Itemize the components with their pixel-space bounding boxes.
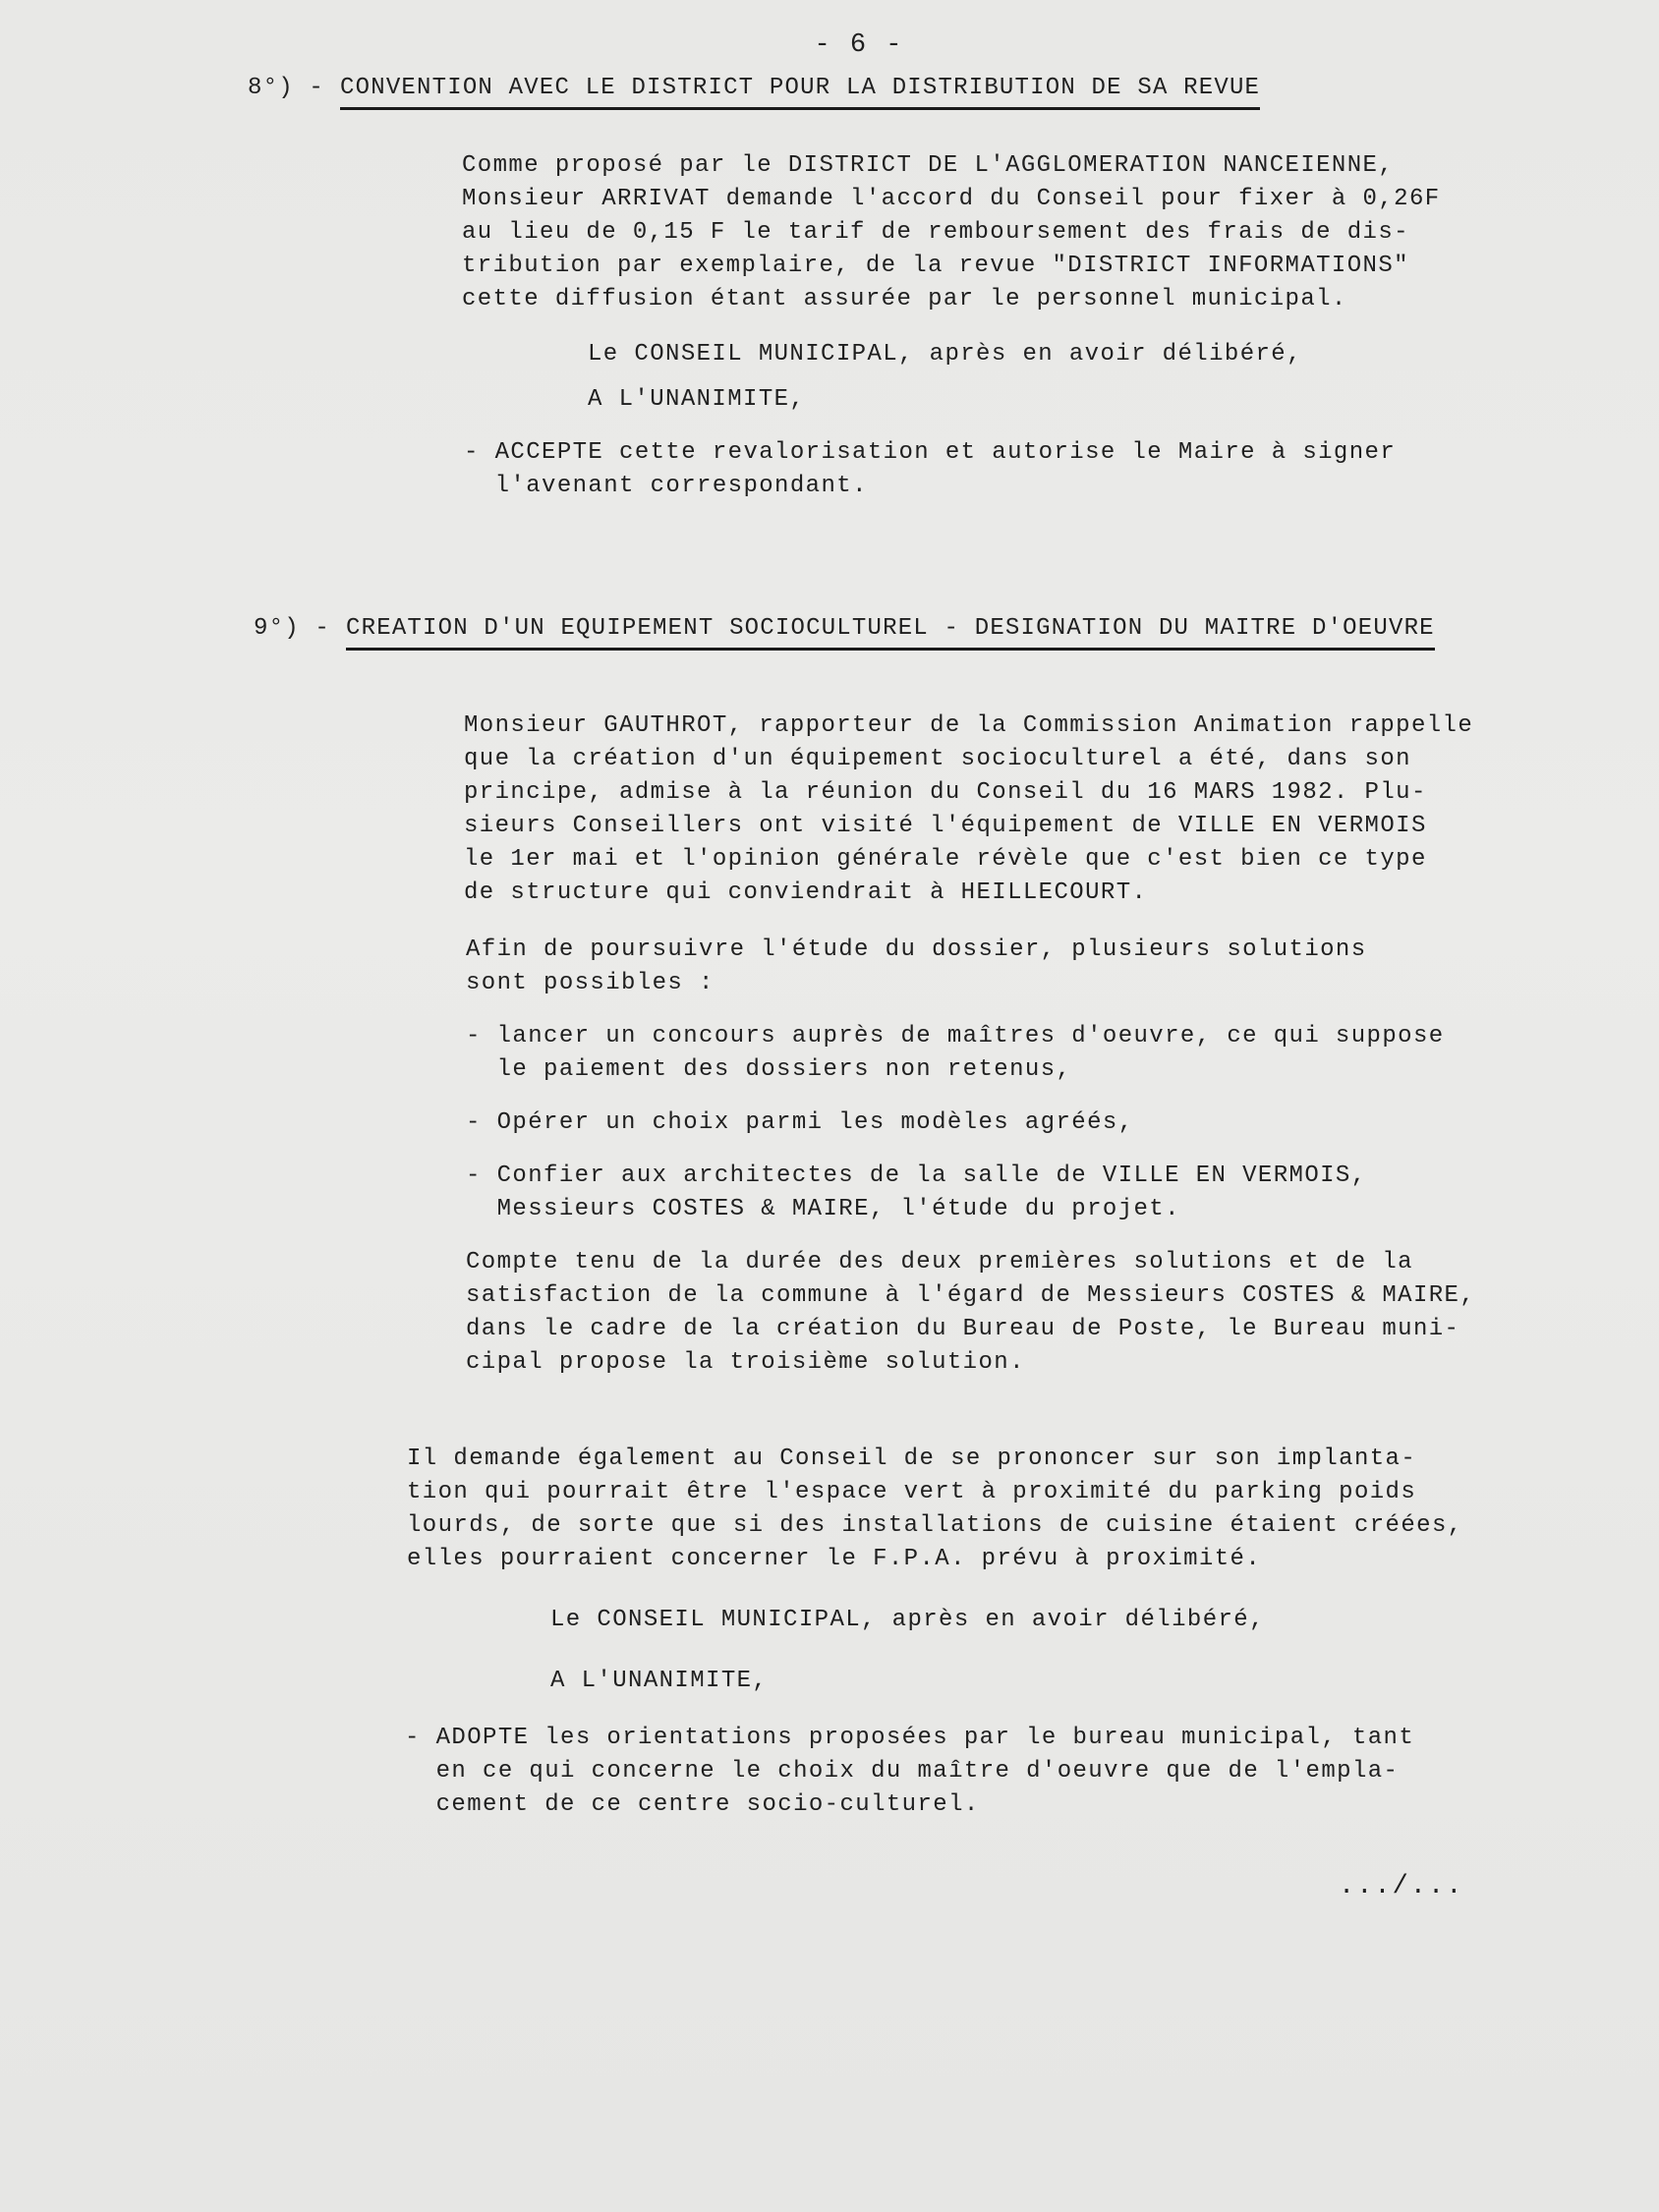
section-8-number: 8°) -	[248, 75, 325, 101]
section-9-number: 9°) -	[254, 615, 331, 642]
section-9-location	[407, 1443, 1600, 1576]
text-line: Monsieur ARRIVAT demande l'accord du Conseil pour fixer à 0,26F	[462, 186, 1441, 212]
section-9-deliberation-block	[550, 1604, 1600, 1637]
section-8-heading	[248, 71, 1600, 110]
section-8-vote: A L'UNANIMITE,	[588, 386, 806, 413]
section-8-title: CONVENTION AVEC LE DISTRICT POUR LA DISTRIBUTION DE SA REVUE	[340, 71, 1260, 110]
text-line: tribution par exemplaire, de la revue "DISTRICT INFORMATIONS"	[462, 253, 1409, 279]
section-9-vote: A L'UNANIMITE,	[550, 1668, 769, 1694]
text-line: satisfaction de la commune à l'égard de Messieurs COSTES & MAIRE,	[466, 1282, 1476, 1309]
text-line: cement de ce centre socio-culturel.	[405, 1791, 980, 1818]
section-9-deliberation: Le CONSEIL MUNICIPAL, après en avoir délibéré,	[550, 1607, 1265, 1633]
text-line: Monsieur GAUTHROT, rapporteur de la Commission Animation rappelle	[464, 712, 1474, 739]
text-line: tion qui pourrait être l'espace vert à proximité du parking poids	[407, 1479, 1417, 1505]
section-8-decision	[464, 436, 1600, 503]
option-list-item-1	[466, 1020, 1600, 1087]
text-line: Comme proposé par le DISTRICT DE L'AGGLOMERATION NANCEIENNE,	[462, 152, 1395, 179]
text-line: sieurs Conseillers ont visité l'équipement de VILLE EN VERMOIS	[464, 813, 1427, 839]
option-list-item-3	[466, 1160, 1600, 1226]
continuation-mark: .../...	[1339, 1872, 1464, 1901]
text-line: que la création d'un équipement socioculturel a été, dans son	[464, 746, 1411, 772]
text-line: le 1er mai et l'opinion générale révèle que c'est bien ce type	[464, 846, 1427, 873]
text-line: au lieu de 0,15 F le tarif de remboursement des frais de dis-	[462, 219, 1409, 246]
text-line: Afin de poursuivre l'étude du dossier, plusieurs solutions	[466, 936, 1367, 963]
text-line: cette diffusion étant assurée par le personnel municipal.	[462, 286, 1347, 312]
text-line: - lancer un concours auprès de maîtres d'oeuvre, ce qui suppose	[466, 1023, 1445, 1049]
text-line: cipal propose la troisième solution.	[466, 1349, 1025, 1376]
text-line: lourds, de sorte que si des installations de cuisine étaient créées,	[407, 1512, 1463, 1539]
text-line: dans le cadre de la création du Bureau de Poste, le Bureau muni-	[466, 1316, 1460, 1342]
text-line: - Confier aux architectes de la salle de VILLE EN VERMOIS,	[466, 1163, 1367, 1189]
text-line: Messieurs COSTES & MAIRE, l'étude du projet.	[466, 1196, 1180, 1222]
section-9-title: CREATION D'UN EQUIPEMENT SOCIOCULTUREL - DESIGNATION DU MAITRE D'OEUVRE	[346, 611, 1435, 651]
section-9-decision	[405, 1722, 1600, 1822]
section-9-vote-block	[550, 1665, 1600, 1698]
option-list-item-2	[466, 1106, 1600, 1140]
text-line: de structure qui conviendrait à HEILLECOURT.	[464, 879, 1148, 906]
section-8-deliberation: Le CONSEIL MUNICIPAL, après en avoir délibéré,	[588, 341, 1302, 368]
text-line: - ACCEPTE cette revalorisation et autorise le Maire à signer	[464, 439, 1397, 466]
section-8-vote-block	[588, 383, 1600, 417]
section-9-intro	[464, 709, 1600, 910]
text-line: sont possibles :	[466, 970, 715, 996]
section-8-intro	[462, 149, 1600, 316]
section-8-deliberation-block	[588, 338, 1600, 371]
text-line: Il demande également au Conseil de se prononcer sur son implanta-	[407, 1446, 1417, 1472]
section-9-options-intro	[466, 934, 1600, 1000]
section-9-conclusion	[466, 1246, 1600, 1380]
text-line: en ce qui concerne le choix du maître d'oeuvre que de l'empla-	[405, 1758, 1400, 1785]
text-line: principe, admise à la réunion du Conseil du 16 MARS 1982. Plu-	[464, 779, 1427, 806]
text-line: - ADOPTE les orientations proposées par le bureau municipal, tant	[405, 1725, 1415, 1751]
text-line: - Opérer un choix parmi les modèles agréés,	[466, 1109, 1134, 1136]
text-line: le paiement des dossiers non retenus,	[466, 1056, 1072, 1083]
text-line: elles pourraient concerner le F.P.A. prévu à proximité.	[407, 1546, 1262, 1572]
section-9-heading	[254, 611, 1600, 651]
text-line: l'avenant correspondant.	[464, 473, 868, 499]
page-number: - 6 -	[814, 30, 904, 60]
text-line: Compte tenu de la durée des deux premières solutions et de la	[466, 1249, 1413, 1276]
